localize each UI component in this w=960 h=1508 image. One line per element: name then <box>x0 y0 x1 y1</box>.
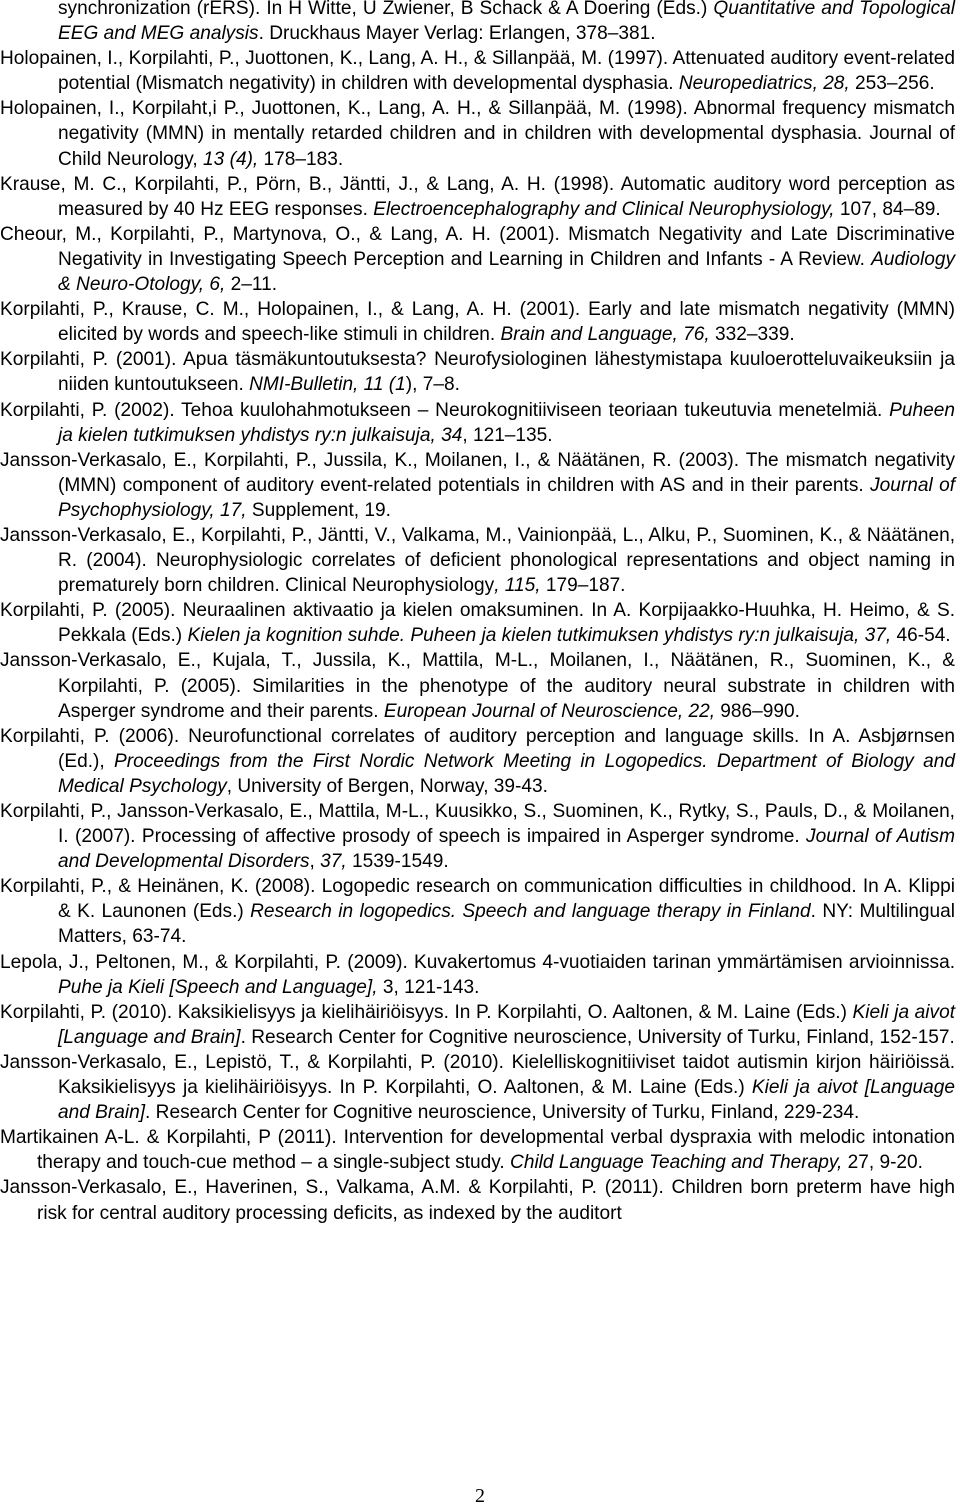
reference-italic-text: Puheen ja kielen tutkimuksen yhdistys ry:n julkaisuja, 34 <box>58 399 955 446</box>
reference-italic-text: Kielen ja kognition suhde. Puheen ja kielen tutkimuksen yhdistys ry:n julkaisuja, 37, <box>187 625 892 647</box>
reference-italic-text: Research in logopedics. Speech and language therapy in Finland <box>250 901 811 923</box>
reference-italic-text: Puhe ja Kieli [Speech and Language], <box>58 976 378 998</box>
reference-italic-text: , 115, <box>494 575 541 597</box>
reference-text: , <box>309 851 321 873</box>
reference-entry <box>0 448 955 523</box>
reference-entry <box>0 1000 955 1050</box>
reference-text: 1539-1549. <box>346 851 449 873</box>
reference-italic-text: European Journal of Neuroscience, 22, <box>383 700 715 722</box>
reference-text: 107, 84–89. <box>834 198 941 220</box>
reference-entry <box>0 523 955 598</box>
reference-italic-text: Journal of Psychophysiology, 17, <box>58 474 956 521</box>
reference-entry <box>0 1050 955 1125</box>
reference-text: . NY: Multilingual Matters, 63-74. <box>58 901 955 948</box>
reference-italic-text: Journal of Autism and Developmental Disorders <box>58 826 955 873</box>
reference-text: Korpilahti, P., Jansson-Verkasalo, E., Mattila, M-L., Kuusikko, S., Suominen, K., Rytky, S., Pauls, D., & Moilanen, I. (2007). Processing of affective prosody of speech is impaired in Asperger syndrome. <box>0 801 955 848</box>
reference-text: Holopainen, I., Korpilahti, P., Juottonen, K., Lang, A. H., & Sillanpää, M. (1997). Attenuated auditory event-related potential (Mismatch negativity) in children with developmental dysphasia. <box>0 48 955 95</box>
reference-entry <box>0 1125 955 1175</box>
reference-italic-text: Child Language Teaching and Therapy, <box>510 1152 843 1174</box>
reference-text: . Druckhaus Mayer Verlag: Erlangen, 378–381. <box>258 23 656 45</box>
reference-text: 332–339. <box>709 324 795 346</box>
reference-italic-text: 37, <box>320 851 347 873</box>
reference-text: Korpilahti, P. (2002). Tehoa kuulohahmotukseen – Neurokognitiiviseen teoriaan tukeutuvia menetelmiä. <box>0 399 890 421</box>
reference-text: Holopainen, I., Korpilaht,i P., Juottonen, K., Lang, A. H., & Sillanpää, M. (1998). Abnormal frequency mismatch negativity (MMN) in mentally retarded children and in children with developmental dysphasia. Journal of Child Neurology, <box>0 98 955 170</box>
reference-entry <box>0 598 955 648</box>
reference-text: , 121–135. <box>462 424 553 446</box>
reference-text: Korpilahti, P. (2006). Neurofunctional correlates of auditory perception and language skills. In A. Asbjørnsen (Ed.), <box>0 725 955 772</box>
reference-italic-text: NMI-Bulletin, 11 (1 <box>249 374 406 396</box>
reference-entry <box>0 1175 955 1225</box>
reference-text: Jansson-Verkasalo, E., Korpilahti, P., Jäntti, V., Valkama, M., Vainionpää, L., Alku, P., Suominen, K., & Näätänen, R. (2004). Neurophysiologic correlates of deficient phonological representations and object naming in prematurely born children. Clinical Neurophysiology <box>0 524 955 597</box>
reference-italic-text: Electroencephalography and Clinical Neurophysiology, <box>373 198 835 220</box>
reference-text: Cheour, M., Korpilahti, P., Martynova, O., & Lang, A. H. (2001). Mismatch Negativity and Late Discriminative Negativity in Investigating Speech Perception and Learning in Children and Infants - A Review. <box>0 223 955 270</box>
reference-text: 27, 9-20. <box>842 1152 923 1174</box>
reference-text: 986–990. <box>715 700 800 722</box>
reference-text: 178–183. <box>258 148 344 170</box>
reference-entry <box>0 347 955 397</box>
reference-text: , University of Bergen, Norway, 39-43. <box>226 775 548 797</box>
reference-entry <box>0 297 955 347</box>
reference-text: . Research Center for Cognitive neuroscience, University of Turku, Finland, 229-234. <box>145 1102 860 1124</box>
reference-text: Krause, M. C., Korpilahti, P., Pörn, B., Jäntti, J., & Lang, A. H. (1998). Automatic auditory word perception as measured by 40 Hz EEG responses. <box>0 173 955 220</box>
reference-text: 3, 121-143. <box>377 976 480 998</box>
reference-italic-text: 13 (4), <box>203 148 259 170</box>
reference-entry <box>0 222 955 297</box>
reference-italic-text: Brain and Language, 76, <box>500 324 710 346</box>
reference-text: Korpilahti, P., Krause, C. M., Holopainen, I., & Lang, A. H. (2001). Early and late mismatch negativity (MMN) elicited by words and speech-like stimuli in children. <box>0 299 955 346</box>
reference-text: 179–187. <box>540 575 626 597</box>
reference-italic-text: Audiology & Neuro-Otology, 6, <box>58 248 955 296</box>
reference-entry <box>0 648 955 723</box>
reference-text: synchronization (rERS). In H Witte, U Zwiener, B Schack & A Doering (Eds.) <box>58 0 714 19</box>
reference-text: Korpilahti, P. (2005). Neuraalinen aktivaatio ja kielen omaksuminen. In A. Korpijaakko-Huuhka, H. Heimo, & S. Pekkala (Eds.) <box>0 600 955 647</box>
reference-entry <box>0 724 955 799</box>
page-number: 2 <box>475 1485 485 1507</box>
reference-entry <box>0 96 955 171</box>
reference-entry <box>0 950 955 1000</box>
reference-text: Korpilahti, P. (2010). Kaksikielisyys ja kielihäiriöisyys. In P. Korpilahti, O. Aaltonen, & M. Laine (Eds.) <box>0 1001 853 1023</box>
reference-text: 253–256. <box>849 73 935 95</box>
reference-text: Korpilahti, P., & Heinänen, K. (2008). Logopedic research on communication difficulties in childhood. In A. Klippi & K. Launonen (Eds.) <box>0 876 955 923</box>
reference-text: Martikainen A-L. & Korpilahti, P (2011). Intervention for developmental verbal dyspraxia with melodic intonation therapy and touch-cue method – a single-subject study. <box>0 1127 955 1174</box>
reference-text: . Research Center for Cognitive neuroscience, University of Turku, Finland, 152-157. <box>240 1026 955 1048</box>
reference-italic-text: Proceedings from the First Nordic Network Meeting in Logopedics. Department of Biology and Medical Psychology <box>58 750 955 797</box>
reference-text: 2–11. <box>225 274 277 296</box>
reference-text: Korpilahti, P. (2001). Apua täsmäkuntoutuksesta? Neurofysiologinen lähestymistapa kuuloerotteluvaikeuksiin ja niiden kuntoutukseen. <box>0 349 955 396</box>
reference-text: ), 7–8. <box>405 374 460 396</box>
reference-text: Jansson-Verkasalo, E., Korpilahti, P., Jussila, K., Moilanen, I., & Näätänen, R. (2003). The mismatch negativity (MMN) component of auditory event-related potentials in children with AS and in their parents. <box>0 449 955 496</box>
reference-entry <box>0 172 955 222</box>
reference-text: Lepola, J., Peltonen, M., & Korpilahti, P. (2009). Kuvakertomus 4-vuotiaiden tarinan ymmärtämisen arvioinnissa. <box>0 951 955 973</box>
reference-entry <box>0 0 955 46</box>
reference-text: Jansson-Verkasalo, E., Haverinen, S., Valkama, A.M. & Korpilahti, P. (2011). Children born preterm have high risk for central auditory processing deficits, as indexed by the auditort <box>0 1177 955 1224</box>
reference-entry <box>0 874 955 949</box>
reference-italic-text: Neuropediatrics, 28, <box>678 73 850 95</box>
reference-italic-text: Quantitative and Topological EEG and MEG analysis <box>58 0 956 45</box>
reference-entry <box>0 799 955 874</box>
reference-entry <box>0 46 955 96</box>
reference-text: Supplement, 19. <box>246 499 391 521</box>
reference-text: Jansson-Verkasalo, E., Kujala, T., Jussila, K., Mattila, M-L., Moilanen, I., Näätänen, R., Suominen, K., & Korpilahti, P. (2005). Similarities in the phenotype of the auditory neural substrate in children with Asperger syndrome and their parents. <box>0 650 955 722</box>
reference-entry <box>0 398 955 448</box>
reference-text: 46-54. <box>891 625 951 647</box>
reference-italic-text: Kieli ja aivot [Language and Brain] <box>58 1001 955 1048</box>
reference-italic-text: Kieli ja aivot [Language and Brain] <box>58 1077 955 1124</box>
reference-text: Jansson-Verkasalo, E., Lepistö, T., & Korpilahti, P. (2010). Kielelliskognitiiviset taidot autismin kirjon häiriöissä. Kaksikielisyys ja kielihäiriöisyys. In P. Korpilahti, O. Aaltonen, & M. Laine (Eds.) <box>0 1051 955 1099</box>
